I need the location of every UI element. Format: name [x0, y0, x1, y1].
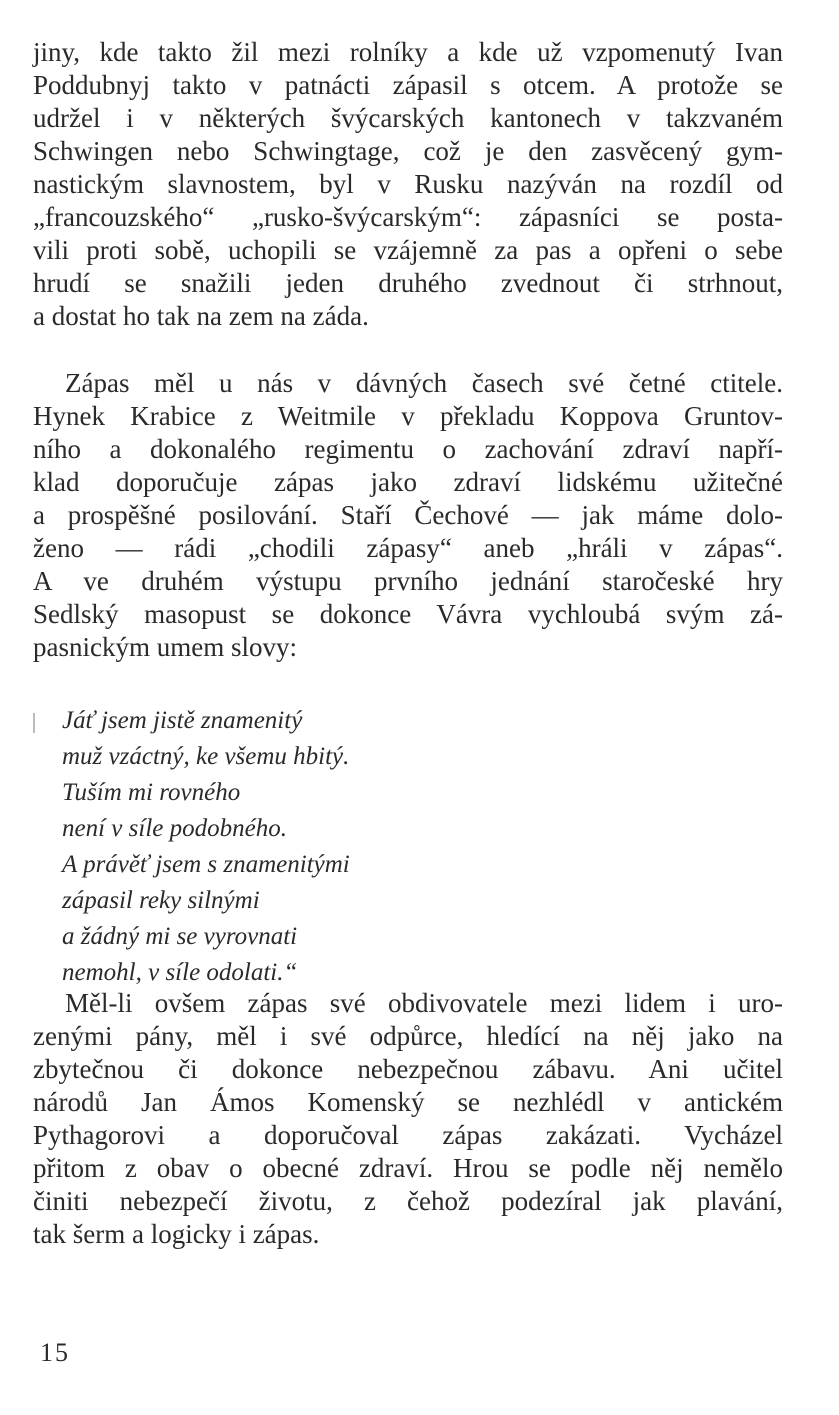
poem-verse: nemohl, v síle odolati.“	[62, 959, 298, 986]
poem-verse: zápasil reky silnými	[62, 887, 260, 914]
poem-verse: a žádný mi se vyrovnati	[62, 923, 298, 950]
text-line: pasnickým umem slovy:	[33, 632, 297, 662]
text-line: činiti nebezpečí životu, z čehož podezíral jak plavání,	[33, 1186, 783, 1216]
text-line: A ve druhém výstupu prvního jednání staročeské hry	[33, 566, 783, 596]
poem-verse: muž vzáctný, ke všemu hbitý.	[62, 743, 350, 770]
poem-verse: A právěť jsem s znamenitými	[62, 851, 350, 878]
text-line: a prospěšné posilování. Staří Čechové — jak máme dolo-	[33, 500, 783, 530]
page-number: 15	[40, 1338, 70, 1367]
text-line: klad doporučuje zápas jako zdraví lidskému užitečné	[33, 467, 783, 497]
paragraph-1	[33, 36, 783, 333]
paragraph-2	[33, 367, 783, 664]
paragraph-3	[33, 987, 783, 1251]
text-line: vili proti sobě, uchopili se vzájemně za pas a opřeni o sebe	[33, 235, 783, 265]
text-line: Sedlský masopust se dokonce Vávra vychloubá svým zá-	[33, 599, 783, 629]
text-line: národů Jan Ámos Komenský se nezhlédl v antickém	[33, 1087, 783, 1117]
text-line: „francouzského“ „rusko-švýcarským“: zápasníci se posta-	[33, 202, 783, 232]
text-line: zenými pány, měl i své odpůrce, hledící na něj jako na	[33, 1021, 783, 1051]
text-line: tak šerm a logicky i zápas.	[33, 1219, 320, 1249]
text-line: Hynek Krabice z Weitmile v překladu Koppova Gruntov-	[33, 401, 783, 431]
text-line: ního a dokonalého regimentu o zachování zdraví napří-	[33, 434, 783, 464]
poem-verse: Tuším mi rovného	[62, 779, 241, 806]
text-line: nastickým slavnostem, byl v Rusku nazýván na rozdíl od	[33, 169, 783, 199]
text-line: zbytečnou či dokonce nebezpečnou zábavu. Ani učitel	[33, 1054, 783, 1084]
text-line: a dostat ho tak na zem na záda.	[33, 301, 369, 331]
text-line: ženo — rádi „chodili zápasy“ aneb „hráli v zápas“.	[33, 533, 783, 563]
poem-verse: není v síle podobného.	[62, 815, 287, 842]
poem-quote	[62, 703, 462, 991]
text-line: jiny, kde takto žil mezi rolníky a kde už vzpomenutý Ivan	[33, 37, 783, 67]
poem-verse: Jáť jsem jistě znamenitý	[62, 707, 303, 734]
text-line: Pythagorovi a doporučoval zápas zakázati. Vycházel	[33, 1120, 783, 1150]
margin-mark	[33, 713, 35, 733]
text-line: Měl-li ovšem zápas své obdivovatele mezi lidem i uro-	[65, 988, 783, 1018]
text-line: Schwingen nebo Schwingtage, což je den zasvěcený gym-	[33, 136, 783, 166]
text-line: hrudí se snažili jeden druhého zvednout či strhnout,	[33, 268, 783, 298]
text-line: Poddubnyj takto v patnácti zápasil s otcem. A protože se	[33, 70, 783, 100]
text-line: Zápas měl u nás v dávných časech své četné ctitele.	[65, 368, 783, 398]
text-line: udržel i v některých švýcarských kantonech v takzvaném	[33, 103, 783, 133]
text-line: přitom z obav o obecné zdraví. Hrou se podle něj nemělo	[33, 1153, 783, 1183]
